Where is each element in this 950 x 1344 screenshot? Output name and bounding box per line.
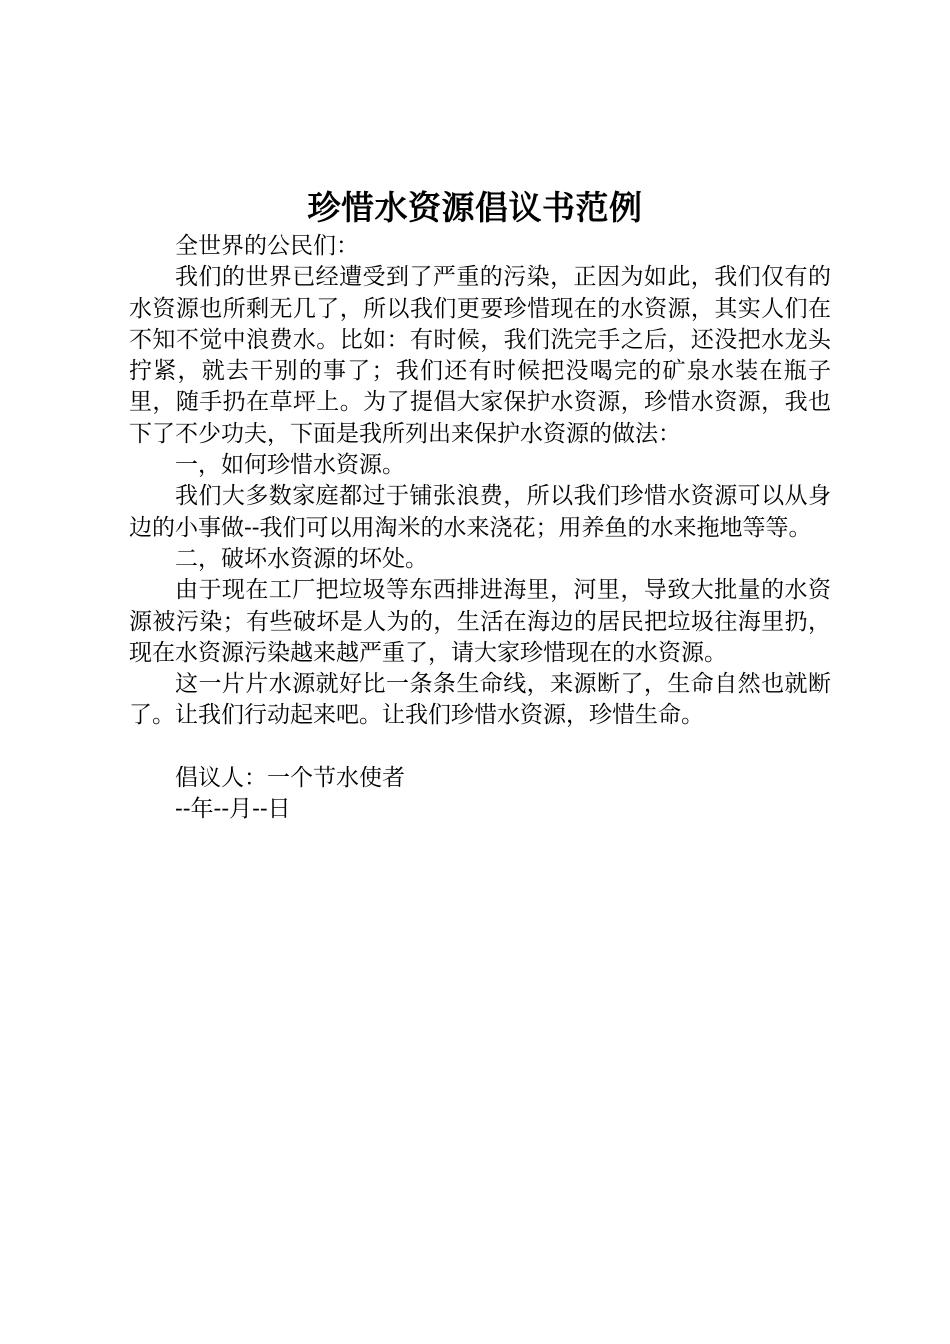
paragraph: 这一片片水源就好比一条条生命线，来源断了，生命自然也就断了。让我们行动起来吧。让我们珍惜水资源，珍惜生命。: [129, 671, 831, 729]
date-line: --年--月--日: [175, 796, 291, 823]
document-title: 珍惜水资源倡议书范例: [307, 188, 643, 227]
signature: 倡议人：一个节水使者: [175, 765, 405, 792]
paragraph: 由于现在工厂把垃圾等东西排进海里，河里，导致大批量的水资源被污染；有些破坏是人为的，生活在海边的居民把垃圾往海里扔，现在水资源污染越来越严重了，请大家珍惜现在的水资源。: [129, 577, 831, 666]
paragraph: 我们的世界已经遭受到了严重的污染，正因为如此，我们仅有的水资源也所剩无几了，所以我们更要珍惜现在的水资源，其实人们在不知不觉中浪费水。比如：有时候，我们洗完手之后，还没把水龙头拧紧，就去干别的事了；我们还有时候把没喝完的矿泉水装在瓶子里，随手扔在草坪上。为了提倡大家保护水资源，珍惜水资源，我也下了不少功夫，下面是我所列出来保护水资源的做法：: [129, 264, 831, 447]
section-heading: 一，如何珍惜水资源。: [175, 452, 405, 479]
document-body: [129, 231, 831, 826]
salutation: 全世界的公民们：: [175, 233, 359, 259]
blank-line: [129, 732, 831, 763]
paragraph: 我们大多数家庭都过于铺张浪费，所以我们珍惜水资源可以从身边的小事做--我们可以用淘米的水来浇花；用养鱼的水来拖地等等。: [129, 483, 831, 541]
section-heading: 二，破坏水资源的坏处。: [175, 545, 428, 572]
